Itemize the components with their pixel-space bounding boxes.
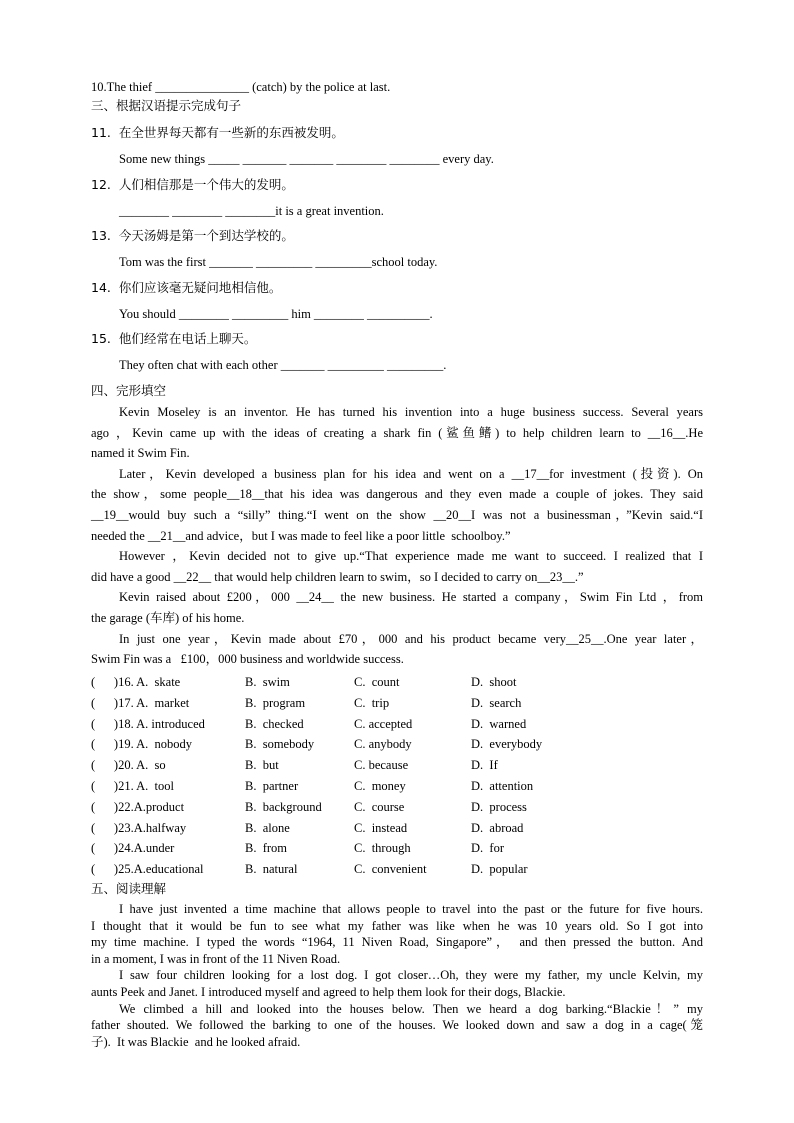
question-number[interactable]: ( )24.A.under — [91, 841, 175, 856]
question-number[interactable]: ( )22.A.product — [91, 799, 185, 814]
question-number[interactable]: ( )17. A. market — [91, 695, 190, 710]
option-c: C. through — [354, 841, 411, 856]
option-b: B. checked — [245, 716, 304, 731]
translation-answer-11: Some new things _____ _______ _______ ________ ________ every day. — [119, 152, 494, 166]
section-5-title: 五、阅读理解 — [91, 881, 167, 896]
option-b: B. somebody — [245, 737, 315, 752]
cloze-paragraph-4-line-2: the garage (车库) of his home. — [91, 611, 245, 625]
cloze-paragraph-1-line-3: named it Swim Fin. — [91, 446, 190, 461]
option-c: C. course — [354, 799, 405, 814]
option-c: C. count — [354, 675, 400, 689]
option-c: C. accepted — [354, 716, 413, 731]
reading-paragraph-1-line-3: my time machine. I typed the words “1964, 11 Niven Road, Singapore”， and then pressed the button. And — [91, 935, 703, 950]
cloze-paragraph-3-line-2: did have a good __22__ that would help children learn to swim，so I decided to carry on__23__.” — [91, 569, 584, 584]
reading-paragraph-1-line-4: in a moment, I was in front of the 11 Niven Road. — [91, 951, 341, 966]
section-4-title: 四、完形填空 — [91, 383, 167, 398]
option-d: D. search — [471, 695, 522, 710]
cloze-paragraph-4-line-1: Kevin raised about £200，000 __24__ the new business. He started a company，Swim Fin Ltd ，from — [119, 590, 703, 605]
option-b: B. background — [245, 799, 322, 814]
translation-answer-13: Tom was the first _______ _________ _________school today. — [119, 255, 438, 269]
question-number[interactable]: ( )21. A. tool — [91, 779, 174, 793]
question-number[interactable]: ( )25.A.educational — [91, 862, 204, 877]
translation-answer-15: They often chat with each other _______ _________ _________. — [119, 358, 447, 372]
cloze-paragraph-5-line-1: In just one year，Kevin made about £70，000 and his product became very__25__.One year later， — [119, 631, 703, 646]
cloze-paragraph-2-line-1: Later，Kevin developed a business plan for his idea and went on a __17__for investment (投资). On — [119, 466, 703, 481]
option-b: B. partner — [245, 779, 299, 793]
cloze-paragraph-1-line-1: Kevin Moseley is an inventor. He has turned his invention into a huge business success. Several years — [119, 405, 703, 419]
cloze-paragraph-1-line-2: ago ，Kevin came up with the ideas of creating a shark fin (鲨鱼鳍) to help children learn to __16__.He — [91, 425, 703, 440]
question-number[interactable]: ( )18. A. introduced — [91, 716, 205, 731]
option-b: B. program — [245, 695, 306, 710]
cloze-paragraph-2-line-4: needed the __21__and advice，but I was made to feel like a poor little schoolboy.” — [91, 528, 511, 543]
section-3-title: 三、根据汉语提示完成句子 — [91, 98, 242, 113]
option-c: C. trip — [354, 695, 390, 710]
translation-answer-14: You should ________ _________ him ________ __________. — [119, 306, 433, 321]
question-10: 10.The thief _______________ (catch) by the police at last. — [91, 80, 391, 94]
question-number[interactable]: ( )16. A. skate — [91, 675, 181, 689]
option-c: C. instead — [354, 820, 408, 835]
reading-paragraph-2-line-1: I saw four children looking for a lost dog. I got closer…Oh, they were my father, my uncle Kelvin, my — [119, 968, 703, 983]
reading-paragraph-2-line-2: aunts Peek and Janet. I introduced myself and agreed to help them look for their dogs, Blackie. — [91, 985, 566, 999]
option-c: C. money — [354, 779, 406, 793]
translation-prompt-12: 12. 人们相信那是一个伟大的发明。 — [91, 176, 294, 192]
question-number[interactable]: ( )20. A. so — [91, 758, 166, 773]
reading-paragraph-3-line-3: 子). It was Blackie and he looked afraid. — [91, 1034, 301, 1049]
cloze-paragraph-2-line-2: the show，some people__18__that his idea was dangerous and they even made a couple of jokes. They said — [91, 487, 703, 502]
option-d: D. abroad — [471, 820, 524, 835]
option-d: D. attention — [471, 779, 534, 793]
option-d: D. shoot — [471, 675, 517, 689]
option-c: C. because — [354, 758, 409, 773]
reading-paragraph-1-line-2: I thought that it would be fun to see what my father was like when he was 10 years old. So I got into — [91, 918, 703, 933]
question-number[interactable]: ( )23.A.halfway — [91, 820, 187, 835]
option-d: D. for — [471, 841, 504, 856]
reading-paragraph-3-line-1: We climbed a hill and looked into the houses below. Then we heard a dog barking.“Blackie！” my — [119, 1001, 703, 1016]
option-b: B. natural — [245, 862, 298, 877]
translation-prompt-15: 15. 他们经常在电话上聊天。 — [91, 331, 257, 346]
cloze-paragraph-2-line-3: __19__would buy such a “silly” thing.“I went on the show __20__I was not a businessman，”Kevin said.“I — [91, 508, 703, 522]
option-d: D. If — [471, 758, 498, 773]
option-b: B. from — [245, 841, 288, 856]
translation-answer-12: ________ ________ ________it is a great invention. — [119, 203, 384, 218]
translation-prompt-11: 11. 在全世界每天都有一些新的东西被发明。 — [91, 125, 344, 140]
option-d: D. popular — [471, 862, 528, 877]
question-number[interactable]: ( )19. A. nobody — [91, 737, 193, 752]
option-d: D. everybody — [471, 737, 543, 752]
option-d: D. process — [471, 799, 527, 814]
option-d: D. warned — [471, 716, 527, 731]
translation-prompt-14: 14. 你们应该毫无疑问地相信他。 — [91, 279, 282, 295]
reading-paragraph-1-line-1: I have just invented a time machine that allows people to travel into the past or the future for five hours. — [119, 902, 703, 916]
option-b: B. but — [245, 758, 279, 773]
option-c: C. anybody — [354, 737, 412, 752]
option-c: C. convenient — [354, 862, 427, 877]
reading-paragraph-3-line-2: father shouted. We followed the barking to one of the houses. We looked down and saw a dog in a cage(笼 — [91, 1018, 703, 1033]
option-b: B. alone — [245, 820, 290, 835]
cloze-paragraph-5-line-2: Swim Fin was a £100，000 business and worldwide success. — [91, 652, 404, 667]
option-b: B. swim — [245, 675, 290, 689]
cloze-paragraph-3-line-1: However ，Kevin decided not to give up.“That experience made me want to succeed. I realized that I — [119, 549, 703, 564]
translation-prompt-13: 13. 今天汤姆是第一个到达学校的。 — [91, 228, 294, 243]
